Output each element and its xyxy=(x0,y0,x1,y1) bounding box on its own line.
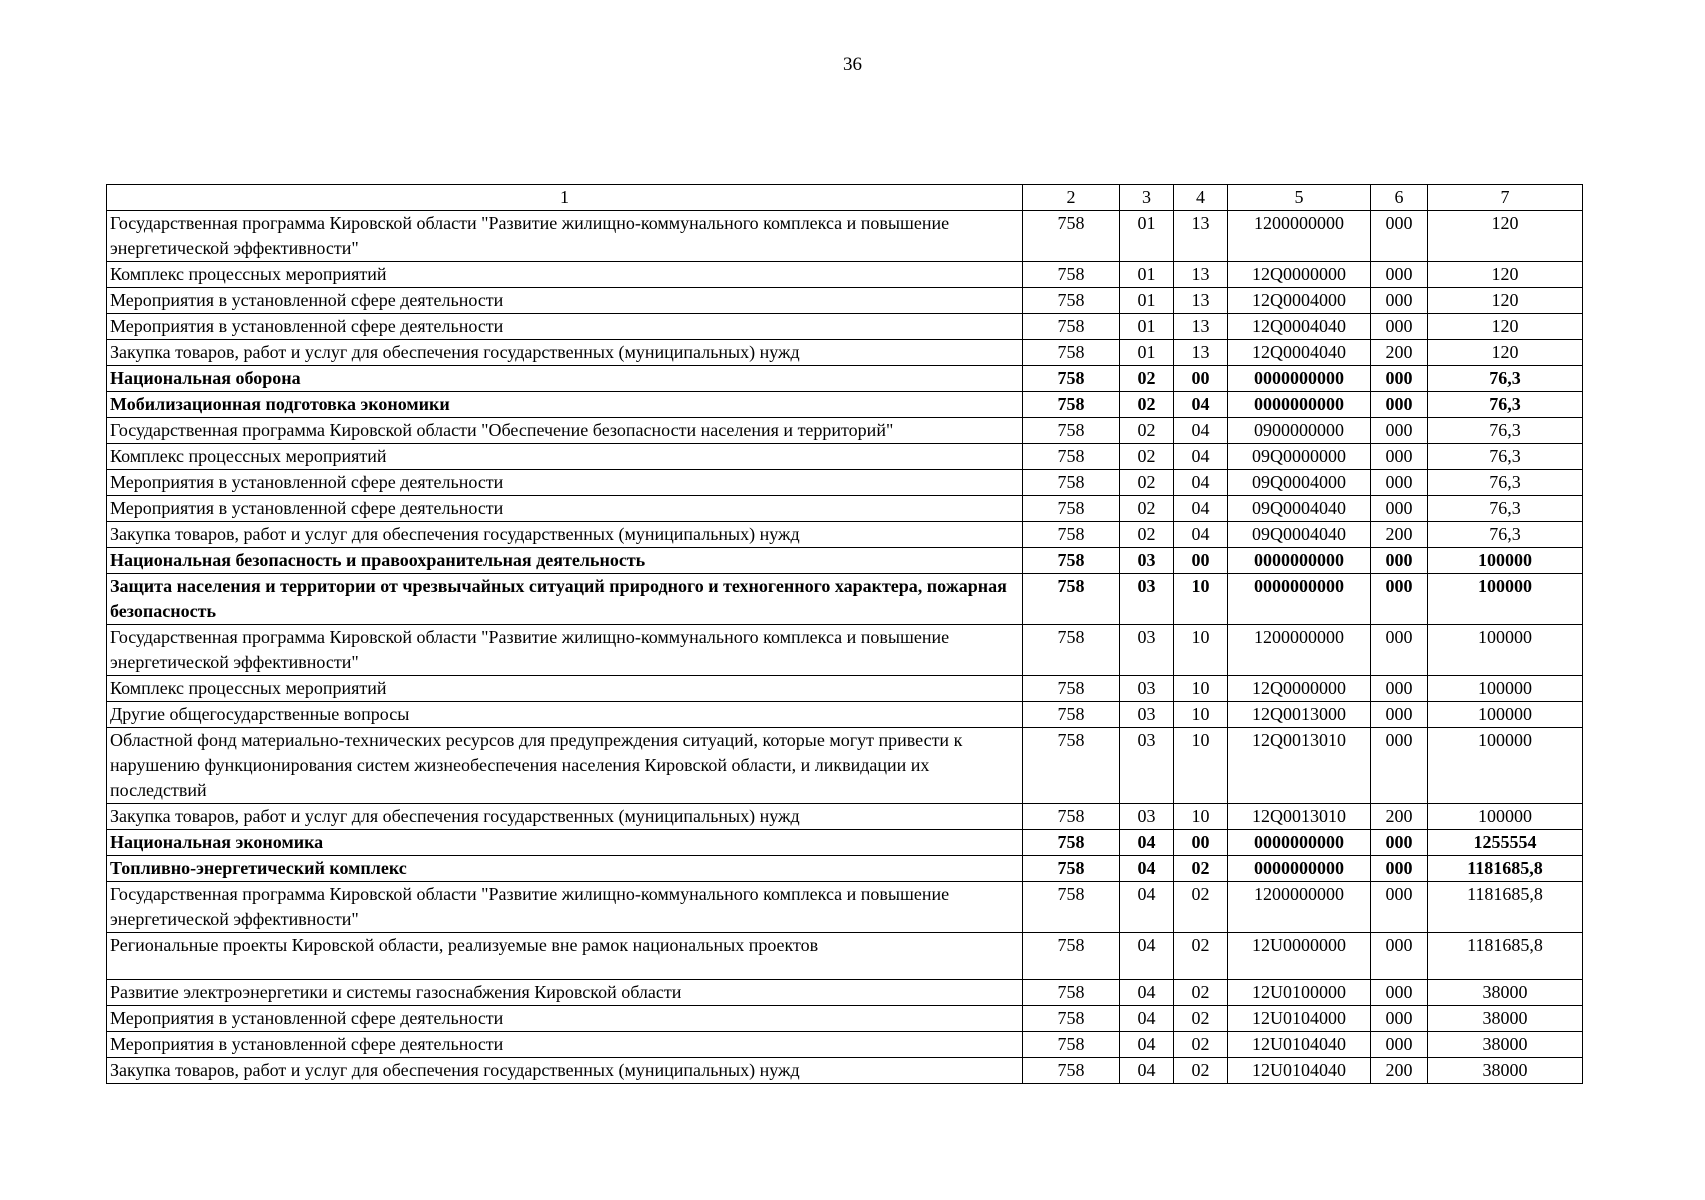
cell-code-admin: 758 xyxy=(1023,470,1120,496)
column-header: 6 xyxy=(1371,185,1428,211)
cell-code-subsection: 02 xyxy=(1174,882,1228,933)
cell-amount: 120 xyxy=(1428,314,1583,340)
cell-code-admin: 758 xyxy=(1023,418,1120,444)
cell-amount: 76,3 xyxy=(1428,470,1583,496)
cell-item-name: Региональные проекты Кировской области, реализуемые вне рамок национальных проектов xyxy=(107,933,1023,980)
table-row xyxy=(107,548,1583,574)
cell-item-name: Развитие электроэнергетики и системы газоснабжения Кировской области xyxy=(107,980,1023,1006)
cell-code-subsection: 04 xyxy=(1174,496,1228,522)
cell-code-expense-type: 000 xyxy=(1371,728,1428,804)
cell-code-expense-type: 000 xyxy=(1371,574,1428,625)
cell-amount: 76,3 xyxy=(1428,392,1583,418)
cell-code-admin: 758 xyxy=(1023,262,1120,288)
cell-code-expense-type: 000 xyxy=(1371,856,1428,882)
cell-code-subsection: 00 xyxy=(1174,366,1228,392)
cell-amount: 76,3 xyxy=(1428,522,1583,548)
cell-item-name: Национальная оборона xyxy=(107,366,1023,392)
cell-item-name: Государственная программа Кировской области "Развитие жилищно-коммунального комплекса и повышение энергетической эффективности" xyxy=(107,211,1023,262)
cell-item-name: Закупка товаров, работ и услуг для обеспечения государственных (муниципальных) нужд xyxy=(107,1058,1023,1084)
cell-code-expense-type: 000 xyxy=(1371,830,1428,856)
cell-item-name: Закупка товаров, работ и услуг для обеспечения государственных (муниципальных) нужд xyxy=(107,522,1023,548)
cell-code-target: 12Q0013010 xyxy=(1228,728,1371,804)
cell-code-subsection: 02 xyxy=(1174,1006,1228,1032)
cell-code-subsection: 10 xyxy=(1174,702,1228,728)
cell-amount: 120 xyxy=(1428,211,1583,262)
table-row xyxy=(107,804,1583,830)
cell-code-section: 04 xyxy=(1120,882,1174,933)
cell-amount: 100000 xyxy=(1428,804,1583,830)
cell-code-target: 1200000000 xyxy=(1228,625,1371,676)
cell-code-subsection: 13 xyxy=(1174,340,1228,366)
cell-code-admin: 758 xyxy=(1023,1058,1120,1084)
cell-code-target: 1200000000 xyxy=(1228,211,1371,262)
cell-code-target: 0000000000 xyxy=(1228,856,1371,882)
cell-amount: 120 xyxy=(1428,288,1583,314)
cell-amount: 100000 xyxy=(1428,702,1583,728)
cell-item-name: Закупка товаров, работ и услуг для обеспечения государственных (муниципальных) нужд xyxy=(107,340,1023,366)
cell-amount: 38000 xyxy=(1428,980,1583,1006)
cell-code-subsection: 10 xyxy=(1174,676,1228,702)
cell-code-section: 02 xyxy=(1120,366,1174,392)
cell-code-expense-type: 000 xyxy=(1371,392,1428,418)
cell-amount: 100000 xyxy=(1428,728,1583,804)
cell-item-name: Областной фонд материально-технических ресурсов для предупреждения ситуаций, которые могут привести к нарушению функционирования систем жизнеобеспечения населения Кировской области, и ликвидации их последствий xyxy=(107,728,1023,804)
cell-code-expense-type: 200 xyxy=(1371,522,1428,548)
cell-code-subsection: 10 xyxy=(1174,625,1228,676)
cell-code-admin: 758 xyxy=(1023,496,1120,522)
cell-code-expense-type: 200 xyxy=(1371,1058,1428,1084)
cell-code-admin: 758 xyxy=(1023,366,1120,392)
table-row xyxy=(107,856,1583,882)
cell-code-admin: 758 xyxy=(1023,980,1120,1006)
cell-code-subsection: 13 xyxy=(1174,288,1228,314)
cell-code-target: 09Q0004040 xyxy=(1228,496,1371,522)
cell-code-target: 12U0100000 xyxy=(1228,980,1371,1006)
cell-code-expense-type: 000 xyxy=(1371,933,1428,980)
cell-code-expense-type: 000 xyxy=(1371,496,1428,522)
cell-item-name: Мероприятия в установленной сфере деятельности xyxy=(107,1006,1023,1032)
cell-code-target: 12Q0000000 xyxy=(1228,676,1371,702)
table-row xyxy=(107,418,1583,444)
cell-code-section: 03 xyxy=(1120,625,1174,676)
cell-item-name: Государственная программа Кировской области "Развитие жилищно-коммунального комплекса и повышение энергетической эффективности" xyxy=(107,625,1023,676)
page-number: 36 xyxy=(843,54,862,75)
cell-code-admin: 758 xyxy=(1023,728,1120,804)
cell-code-target: 0000000000 xyxy=(1228,830,1371,856)
cell-code-section: 04 xyxy=(1120,980,1174,1006)
cell-code-admin: 758 xyxy=(1023,625,1120,676)
cell-code-subsection: 10 xyxy=(1174,574,1228,625)
cell-code-section: 03 xyxy=(1120,728,1174,804)
table-row xyxy=(107,1058,1583,1084)
cell-code-admin: 758 xyxy=(1023,882,1120,933)
column-header: 3 xyxy=(1120,185,1174,211)
cell-code-expense-type: 000 xyxy=(1371,625,1428,676)
cell-item-name: Защита населения и территории от чрезвычайных ситуаций природного и техногенного характера, пожарная безопасность xyxy=(107,574,1023,625)
cell-code-target: 0000000000 xyxy=(1228,548,1371,574)
cell-code-subsection: 04 xyxy=(1174,522,1228,548)
cell-amount: 38000 xyxy=(1428,1058,1583,1084)
cell-code-section: 01 xyxy=(1120,288,1174,314)
cell-code-section: 03 xyxy=(1120,574,1174,625)
cell-code-admin: 758 xyxy=(1023,211,1120,262)
cell-code-admin: 758 xyxy=(1023,548,1120,574)
cell-amount: 76,3 xyxy=(1428,418,1583,444)
table-row xyxy=(107,830,1583,856)
cell-code-subsection: 02 xyxy=(1174,856,1228,882)
cell-code-target: 12Q0013010 xyxy=(1228,804,1371,830)
column-header: 1 xyxy=(107,185,1023,211)
cell-code-target: 0900000000 xyxy=(1228,418,1371,444)
cell-code-section: 02 xyxy=(1120,444,1174,470)
cell-code-subsection: 04 xyxy=(1174,392,1228,418)
cell-code-admin: 758 xyxy=(1023,574,1120,625)
table-row xyxy=(107,340,1583,366)
cell-code-expense-type: 000 xyxy=(1371,980,1428,1006)
cell-code-section: 02 xyxy=(1120,496,1174,522)
cell-amount: 100000 xyxy=(1428,548,1583,574)
cell-code-admin: 758 xyxy=(1023,1006,1120,1032)
cell-code-subsection: 02 xyxy=(1174,980,1228,1006)
cell-code-expense-type: 000 xyxy=(1371,418,1428,444)
cell-item-name: Мероприятия в установленной сфере деятельности xyxy=(107,470,1023,496)
column-header: 4 xyxy=(1174,185,1228,211)
cell-item-name: Мероприятия в установленной сфере деятельности xyxy=(107,1032,1023,1058)
cell-code-section: 04 xyxy=(1120,933,1174,980)
cell-amount: 120 xyxy=(1428,262,1583,288)
cell-code-expense-type: 200 xyxy=(1371,804,1428,830)
table-row xyxy=(107,366,1583,392)
column-header: 7 xyxy=(1428,185,1583,211)
cell-code-section: 02 xyxy=(1120,392,1174,418)
table-row xyxy=(107,676,1583,702)
cell-code-target: 12Q0004040 xyxy=(1228,314,1371,340)
cell-code-section: 02 xyxy=(1120,470,1174,496)
cell-code-subsection: 04 xyxy=(1174,418,1228,444)
table-row xyxy=(107,288,1583,314)
cell-code-expense-type: 000 xyxy=(1371,444,1428,470)
column-header: 5 xyxy=(1228,185,1371,211)
cell-code-expense-type: 000 xyxy=(1371,1032,1428,1058)
cell-amount: 100000 xyxy=(1428,625,1583,676)
column-header: 2 xyxy=(1023,185,1120,211)
cell-code-target: 12U0000000 xyxy=(1228,933,1371,980)
cell-code-section: 01 xyxy=(1120,340,1174,366)
cell-code-target: 12Q0004040 xyxy=(1228,340,1371,366)
table-row xyxy=(107,1032,1583,1058)
cell-code-target: 09Q0000000 xyxy=(1228,444,1371,470)
cell-code-section: 04 xyxy=(1120,1058,1174,1084)
table-row xyxy=(107,496,1583,522)
cell-code-expense-type: 000 xyxy=(1371,702,1428,728)
cell-code-subsection: 10 xyxy=(1174,728,1228,804)
cell-amount: 38000 xyxy=(1428,1032,1583,1058)
cell-code-section: 03 xyxy=(1120,676,1174,702)
cell-code-subsection: 00 xyxy=(1174,830,1228,856)
cell-code-expense-type: 000 xyxy=(1371,262,1428,288)
cell-item-name: Комплекс процессных мероприятий xyxy=(107,444,1023,470)
cell-code-expense-type: 000 xyxy=(1371,882,1428,933)
cell-code-admin: 758 xyxy=(1023,933,1120,980)
cell-item-name: Мероприятия в установленной сфере деятельности xyxy=(107,314,1023,340)
cell-item-name: Мероприятия в установленной сфере деятельности xyxy=(107,288,1023,314)
table-row xyxy=(107,392,1583,418)
cell-code-section: 04 xyxy=(1120,830,1174,856)
budget-table xyxy=(106,184,1583,1084)
cell-code-target: 09Q0004040 xyxy=(1228,522,1371,548)
cell-code-section: 04 xyxy=(1120,1032,1174,1058)
cell-code-subsection: 02 xyxy=(1174,1032,1228,1058)
cell-code-subsection: 13 xyxy=(1174,211,1228,262)
cell-code-admin: 758 xyxy=(1023,522,1120,548)
cell-code-admin: 758 xyxy=(1023,676,1120,702)
cell-code-admin: 758 xyxy=(1023,340,1120,366)
cell-amount: 1255554 xyxy=(1428,830,1583,856)
table-row xyxy=(107,625,1583,676)
cell-amount: 120 xyxy=(1428,340,1583,366)
table-row xyxy=(107,470,1583,496)
cell-code-expense-type: 000 xyxy=(1371,548,1428,574)
cell-code-expense-type: 200 xyxy=(1371,340,1428,366)
table-row xyxy=(107,980,1583,1006)
cell-code-subsection: 02 xyxy=(1174,1058,1228,1084)
table-row xyxy=(107,444,1583,470)
cell-code-subsection: 10 xyxy=(1174,804,1228,830)
cell-amount: 1181685,8 xyxy=(1428,882,1583,933)
cell-amount: 100000 xyxy=(1428,574,1583,625)
cell-code-admin: 758 xyxy=(1023,830,1120,856)
table-row xyxy=(107,1006,1583,1032)
table-row xyxy=(107,882,1583,933)
cell-code-admin: 758 xyxy=(1023,392,1120,418)
cell-code-expense-type: 000 xyxy=(1371,288,1428,314)
cell-code-target: 12U0104000 xyxy=(1228,1006,1371,1032)
cell-amount: 76,3 xyxy=(1428,444,1583,470)
table-row xyxy=(107,728,1583,804)
cell-item-name: Национальная безопасность и правоохранительная деятельность xyxy=(107,548,1023,574)
cell-code-expense-type: 000 xyxy=(1371,470,1428,496)
cell-amount: 76,3 xyxy=(1428,496,1583,522)
cell-code-target: 0000000000 xyxy=(1228,366,1371,392)
cell-code-admin: 758 xyxy=(1023,444,1120,470)
table-body xyxy=(107,211,1583,1084)
cell-code-admin: 758 xyxy=(1023,288,1120,314)
cell-item-name: Комплекс процессных мероприятий xyxy=(107,676,1023,702)
header-row xyxy=(107,185,1583,211)
cell-code-section: 01 xyxy=(1120,211,1174,262)
cell-amount: 76,3 xyxy=(1428,366,1583,392)
table-row xyxy=(107,262,1583,288)
cell-item-name: Закупка товаров, работ и услуг для обеспечения государственных (муниципальных) нужд xyxy=(107,804,1023,830)
cell-code-target: 09Q0004000 xyxy=(1228,470,1371,496)
cell-amount: 38000 xyxy=(1428,1006,1583,1032)
table-row xyxy=(107,314,1583,340)
cell-code-admin: 758 xyxy=(1023,856,1120,882)
cell-code-subsection: 13 xyxy=(1174,314,1228,340)
cell-code-admin: 758 xyxy=(1023,1032,1120,1058)
cell-code-subsection: 13 xyxy=(1174,262,1228,288)
cell-code-section: 03 xyxy=(1120,548,1174,574)
cell-code-target: 12U0104040 xyxy=(1228,1032,1371,1058)
table-row xyxy=(107,574,1583,625)
cell-code-subsection: 04 xyxy=(1174,444,1228,470)
cell-code-target: 0000000000 xyxy=(1228,574,1371,625)
cell-code-subsection: 02 xyxy=(1174,933,1228,980)
cell-code-target: 12Q0004000 xyxy=(1228,288,1371,314)
cell-code-admin: 758 xyxy=(1023,314,1120,340)
cell-item-name: Мероприятия в установленной сфере деятельности xyxy=(107,496,1023,522)
cell-amount: 100000 xyxy=(1428,676,1583,702)
cell-code-subsection: 00 xyxy=(1174,548,1228,574)
cell-item-name: Топливно-энергетический комплекс xyxy=(107,856,1023,882)
cell-code-target: 12Q0000000 xyxy=(1228,262,1371,288)
cell-code-section: 02 xyxy=(1120,418,1174,444)
cell-code-section: 01 xyxy=(1120,314,1174,340)
cell-item-name: Национальная экономика xyxy=(107,830,1023,856)
cell-code-expense-type: 000 xyxy=(1371,676,1428,702)
cell-code-target: 12Q0013000 xyxy=(1228,702,1371,728)
cell-amount: 1181685,8 xyxy=(1428,856,1583,882)
cell-code-expense-type: 000 xyxy=(1371,211,1428,262)
cell-item-name: Государственная программа Кировской области "Развитие жилищно-коммунального комплекса и повышение энергетической эффективности" xyxy=(107,882,1023,933)
cell-item-name: Государственная программа Кировской области "Обеспечение безопасности населения и территорий" xyxy=(107,418,1023,444)
cell-code-section: 02 xyxy=(1120,522,1174,548)
cell-item-name: Другие общегосударственные вопросы xyxy=(107,702,1023,728)
cell-code-section: 01 xyxy=(1120,262,1174,288)
cell-item-name: Комплекс процессных мероприятий xyxy=(107,262,1023,288)
cell-code-expense-type: 000 xyxy=(1371,366,1428,392)
cell-code-section: 04 xyxy=(1120,1006,1174,1032)
cell-code-expense-type: 000 xyxy=(1371,314,1428,340)
table-row xyxy=(107,933,1583,980)
cell-code-target: 1200000000 xyxy=(1228,882,1371,933)
cell-code-admin: 758 xyxy=(1023,804,1120,830)
cell-code-section: 03 xyxy=(1120,804,1174,830)
cell-code-section: 04 xyxy=(1120,856,1174,882)
cell-amount: 1181685,8 xyxy=(1428,933,1583,980)
table-row xyxy=(107,211,1583,262)
cell-code-target: 12U0104040 xyxy=(1228,1058,1371,1084)
cell-code-expense-type: 000 xyxy=(1371,1006,1428,1032)
table-row xyxy=(107,702,1583,728)
cell-code-section: 03 xyxy=(1120,702,1174,728)
cell-item-name: Мобилизационная подготовка экономики xyxy=(107,392,1023,418)
cell-code-target: 0000000000 xyxy=(1228,392,1371,418)
table-row xyxy=(107,522,1583,548)
cell-code-admin: 758 xyxy=(1023,702,1120,728)
cell-code-subsection: 04 xyxy=(1174,470,1228,496)
